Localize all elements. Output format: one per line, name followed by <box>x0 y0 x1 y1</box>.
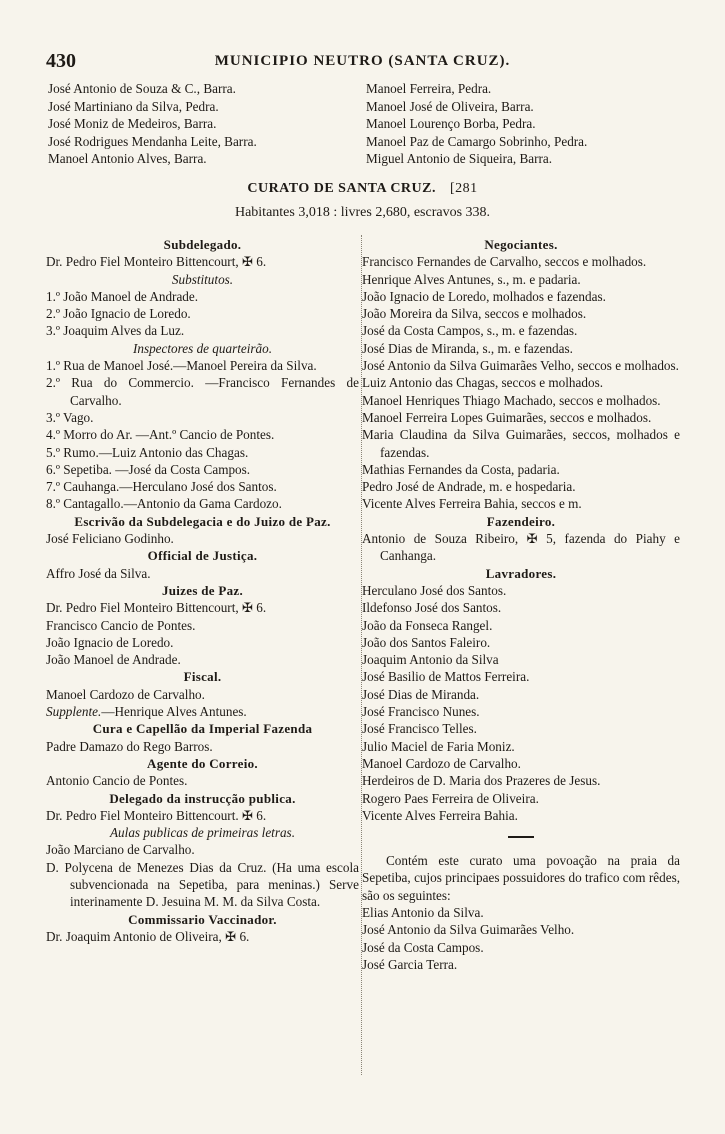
juizes-heading: Juizes de Paz. <box>161 582 244 598</box>
list-item: 4.º Morro do Ar. —Ant.º Cancio de Pontes. <box>46 427 275 443</box>
supplente-name: —Henrique Alves Antunes. <box>101 704 247 720</box>
agente-name: Antonio Cancio de Pontes. <box>46 773 188 789</box>
commissario-name: Dr. Joaquim Antonio de Oliveira, ✠ 6. <box>46 928 250 944</box>
list-item: Joaquim Antonio da Silva <box>362 652 499 668</box>
section-rule <box>508 836 534 838</box>
list-item: José Francisco Telles. <box>362 721 477 737</box>
left-column <box>46 236 359 945</box>
list-item: Manoel Antonio Alves, Barra. <box>48 151 207 166</box>
list-item: 8.º Cantagallo.—Antonio da Gama Cardozo. <box>46 496 282 512</box>
list-item: Manoel Cardozo de Carvalho. <box>362 755 521 771</box>
list-item: Herculano José dos Santos. <box>362 582 507 598</box>
escrivao-heading: Escrivão da Subdelegacia e do Juizo de Paz. <box>74 513 331 529</box>
section-ref: [281 <box>449 181 478 196</box>
delegado-name: Dr. Pedro Fiel Monteiro Bittencourt. ✠ 6. <box>46 807 267 823</box>
substitutos-heading: Substitutos. <box>171 271 234 287</box>
list-item: Francisco Cancio de Pontes. <box>46 617 196 633</box>
subdelegado-name: Dr. Pedro Fiel Monteiro Bittencourt, ✠ 6. <box>46 254 267 270</box>
fiscal-heading: Fiscal. <box>183 669 222 685</box>
official-name: Affro José da Silva. <box>46 565 151 581</box>
negociantes-heading: Negociantes. <box>484 237 558 252</box>
list-item: 3.º Joaquim Alves da Luz. <box>46 323 185 339</box>
curato-note: Contém este curato uma povoação na praia da Sepetiba, cujos principaes possuidores do trafico com rêdes, são os seguintes: <box>362 853 680 903</box>
lavradores-heading: Lavradores. <box>485 565 557 581</box>
agente-heading: Agente do Correio. <box>147 755 258 771</box>
continued-list-right <box>366 80 696 168</box>
list-item: 2.º João Ignacio de Loredo. <box>46 306 191 322</box>
list-item: João Ignacio de Loredo, molhados e fazendas. <box>362 288 606 304</box>
list-item: José Garcia Terra. <box>362 956 458 972</box>
section-title <box>0 181 725 197</box>
page-header <box>46 50 679 74</box>
list-item: 2.º Rua do Commercio. —Francisco Fernandes de Carvalho. <box>46 375 359 408</box>
subdelegado-heading: Subdelegado. <box>163 237 242 252</box>
continued-list-left <box>48 80 368 168</box>
list-item: João dos Santos Faleiro. <box>362 634 491 650</box>
list-item: Mathias Fernandes da Costa, padaria. <box>362 461 560 477</box>
list-item: Manoel José de Oliveira, Barra. <box>366 98 534 114</box>
list-item: João Manoel de Andrade. <box>46 652 181 668</box>
list-item: Ildefonso José dos Santos. <box>362 600 502 616</box>
population-line: Habitantes 3,018 : livres 2,680, escravos 338. <box>234 205 491 220</box>
delegado-heading: Delegado da instrucção publica. <box>109 790 296 806</box>
list-item: José da Costa Campos. <box>362 939 484 955</box>
list-item: Julio Maciel de Faria Moniz. <box>362 738 515 754</box>
list-item: Elias Antonio da Silva. <box>362 904 484 920</box>
cura-heading: Cura e Capellão da Imperial Fazenda <box>92 721 313 737</box>
running-title: MUNICIPIO NEUTRO (SANTA CRUZ). <box>214 53 511 69</box>
fazendeiro-name: Antonio de Souza Ribeiro, ✠ 5, fazenda do Piahy e Canhanga. <box>362 531 680 564</box>
official-heading: Official de Justiça. <box>147 548 258 564</box>
list-item: João Marciano de Carvalho. <box>46 842 195 858</box>
inspectores-heading: Inspectores de quarteirão. <box>132 340 273 356</box>
list-item: José Dias de Miranda, s., m. e fazendas. <box>362 340 573 356</box>
list-item: José Francisco Nunes. <box>362 704 480 720</box>
list-item: Manoel Ferreira, Pedra. <box>366 81 492 96</box>
list-item: Luiz Antonio das Chagas, seccos e molhados. <box>362 375 603 391</box>
list-item: 5.º Rumo.—Luiz Antonio das Chagas. <box>46 444 249 460</box>
list-item: José Antonio de Souza & C., Barra. <box>48 81 236 96</box>
list-item: João da Fonseca Rangel. <box>362 617 493 633</box>
list-item: Pedro José de Andrade, m. e hospedaria. <box>362 479 576 495</box>
list-item: José Moniz de Medeiros, Barra. <box>48 116 217 131</box>
list-item: Vicente Alves Ferreira Bahia, seccos e m. <box>362 496 582 512</box>
list-item: Francisco Fernandes de Carvalho, seccos e molhados. <box>362 254 647 270</box>
list-item: Dr. Pedro Fiel Monteiro Bittencourt, ✠ 6. <box>46 600 267 616</box>
list-item: José Dias de Miranda. <box>362 686 480 702</box>
page-number: 430 <box>46 50 76 72</box>
list-item: 1.º Rua de Manoel José.—Manoel Pereira da Silva. <box>46 358 317 374</box>
cura-name: Padre Damazo do Rego Barros. <box>46 738 213 754</box>
section-title-text: CURATO DE SANTA CRUZ. <box>247 181 436 196</box>
list-item: Manoel Ferreira Lopes Guimarães, seccos e molhados. <box>362 409 652 425</box>
right-column <box>362 236 680 973</box>
list-item: 6.º Sepetiba. —José da Costa Campos. <box>46 461 251 477</box>
list-item: Manoel Paz de Camargo Sobrinho, Pedra. <box>366 133 588 149</box>
list-item: Manoel Henriques Thiago Machado, seccos e molhados. <box>362 392 661 408</box>
supplente-line <box>46 703 359 720</box>
list-item: José da Costa Campos, s., m. e fazendas. <box>362 323 578 339</box>
continued-list <box>48 80 685 168</box>
list-item: João Moreira da Silva, seccos e molhados. <box>362 306 587 322</box>
list-item: D. Polycena de Menezes Dias da Cruz. (Ha uma escola subvencionada na Sepetiba, para meninas.) Serve interinamente D. Jesuina M. M. da Silva Costa. <box>46 859 359 910</box>
commissario-heading: Commissario Vaccinador. <box>128 911 277 927</box>
list-item: José Rodrigues Mendanha Leite, Barra. <box>48 133 257 149</box>
list-item: Vicente Alves Ferreira Bahia. <box>362 807 518 823</box>
list-item: João Ignacio de Loredo. <box>46 634 174 650</box>
fiscal-name: Manoel Cardozo de Carvalho. <box>46 686 205 702</box>
list-item: Herdeiros de D. Maria dos Prazeres de Jesus. <box>362 773 601 789</box>
escrivao-name: José Feliciano Godinho. <box>46 531 174 547</box>
list-item: 7.º Cauhanga.—Herculano José dos Santos. <box>46 479 277 495</box>
list-item: Manoel Lourenço Borba, Pedra. <box>366 116 536 131</box>
list-item: 3.º Vago. <box>46 409 94 425</box>
list-item: 1.º João Manoel de Andrade. <box>46 288 199 304</box>
supplente-label: Supplente. <box>46 704 102 720</box>
list-item: José Martiniano da Silva, Pedra. <box>48 98 219 114</box>
fazendeiro-heading: Fazendeiro. <box>486 513 556 529</box>
list-item: José Antonio da Silva Guimarães Velho. <box>362 922 575 938</box>
list-item: José Antonio da Silva Guimarães Velho, seccos e molhados. <box>362 358 679 374</box>
list-item: José Basilio de Mattos Ferreira. <box>362 669 530 685</box>
list-item: Miguel Antonio de Siqueira, Barra. <box>366 151 553 166</box>
aulas-heading: Aulas publicas de primeiras letras. <box>110 825 295 841</box>
list-item: Rogero Paes Ferreira de Oliveira. <box>362 790 539 806</box>
list-item: Henrique Alves Antunes, s., m. e padaria. <box>362 271 581 287</box>
list-item: Maria Claudina da Silva Guimarães, seccos, molhados e fazendas. <box>362 427 680 460</box>
